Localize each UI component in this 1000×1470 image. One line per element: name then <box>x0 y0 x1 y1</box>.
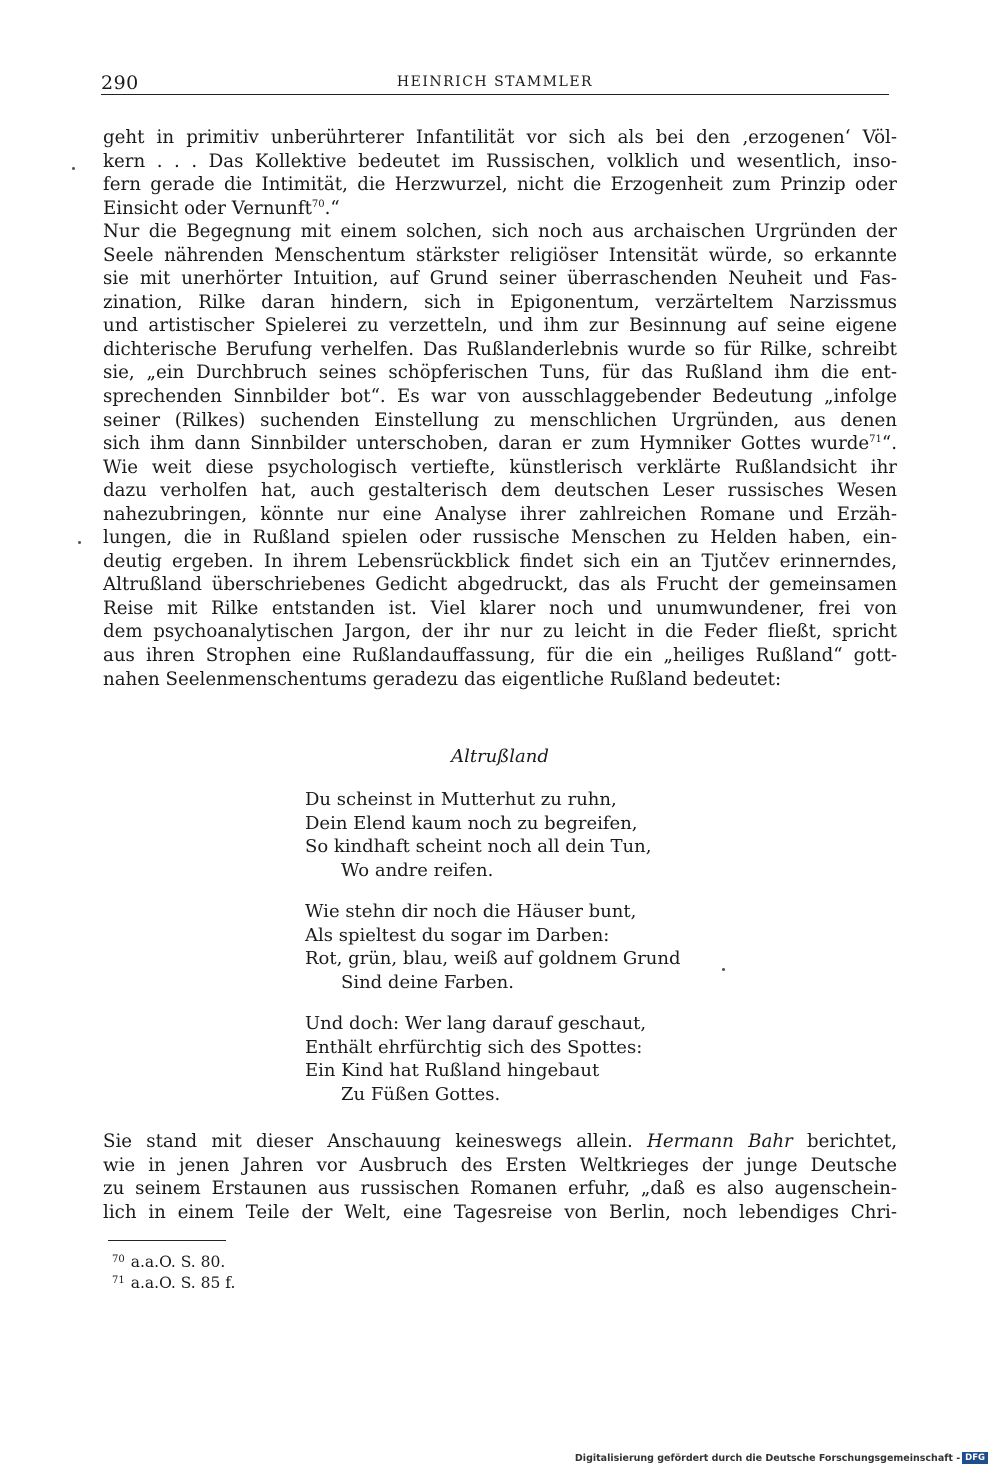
text-line: Altrußland überschriebenes Gedicht abgedruckt, das als Frucht der gemeinsamen <box>103 574 897 596</box>
digitization-note: Digitalisierung gefördert durch die Deutsche Forschungsgemeinschaft - DFG <box>575 1452 988 1464</box>
text-line: Wie weit diese psychologisch vertiefte, künstlerisch verklärte Rußlandsicht ihr <box>103 456 897 478</box>
scan-speck <box>78 541 81 544</box>
poem-stanza <box>305 1012 646 1106</box>
text-line: nahezubringen, könnte nur eine Analyse ihrer zahlreichen Romane und Erzäh- <box>103 503 897 525</box>
poem-stanza <box>305 788 651 882</box>
text-line: wie in jenen Jahren vor Ausbruch des Ersten Weltkrieges der junge Deutsche <box>103 1154 897 1176</box>
text-line: Reise mit Rilke entstanden ist. Viel klarer noch und unumwundener, frei von <box>103 597 897 619</box>
text-line: und artistischer Spielerei zu verzetteln, und ihm zur Besinnung auf seine eigene <box>103 315 897 337</box>
text-line: Seele nährenden Menschentum stärkster religiöser Intensität würde, so erkannte <box>103 244 897 266</box>
text-line: Nur die Begegnung mit einem solchen, sich noch aus archaischen Urgründen der <box>103 221 897 243</box>
text-line: lich in einem Teile der Welt, eine Tagesreise von Berlin, noch lebendiges Chri- <box>103 1201 897 1223</box>
text-line: sie, „ein Durchbruch seines schöpferischen Tuns, für das Rußland ihm die ent- <box>103 362 897 384</box>
poem-stanza <box>305 900 681 994</box>
text-line: dichterische Berufung verhelfen. Das Rußlanderlebnis wurde so für Rilke, schreibt <box>103 338 897 360</box>
scan-speck <box>722 968 725 971</box>
page-number: 290 <box>101 72 139 94</box>
text-line: dazu verholfen hat, auch gestalterisch dem deutschen Leser russisches Wesen <box>103 480 897 502</box>
poem-line: Du scheinst in Mutterhut zu ruhn, <box>305 789 617 810</box>
text-line: sprechenden Sinnbilder bot“. Es war von ausschlaggebender Bedeutung „infolge <box>103 386 897 408</box>
text-line: seiner (Rilkes) suchenden Einstellung zu menschlichen Urgründen, aus denen <box>103 409 897 431</box>
text-line: Sie stand mit dieser Anschauung keineswegs allein. Hermann Bahr berichtet, <box>103 1131 897 1152</box>
footnote-ref-70: 70 <box>311 198 325 210</box>
text-line: dem psychoanalytischen Jargon, der ihr nur zu leicht in die Feder fließt, spricht <box>103 621 897 643</box>
running-title: HEINRICH STAMMLER <box>396 74 594 90</box>
text-line: deutig ergeben. In ihrem Lebensrückblick findet sich ein an Tjutčev erinnerndes, <box>103 550 897 572</box>
footnotes <box>112 1252 235 1294</box>
person-name: Hermann Bahr <box>647 1131 793 1152</box>
poem-line: So kindhaft scheint noch all dein Tun, <box>305 836 652 857</box>
poem-line: Als spieltest du sogar im Darben: <box>305 924 610 946</box>
header-rule <box>101 94 889 95</box>
text-line: aus ihren Strophen eine Rußlandauffassung, für die ein „heiliges Rußland“ gott- <box>103 645 897 667</box>
text-line: zu seinem Erstaunen aus russischen Romanen erfuhr, „daß es also augenschein- <box>103 1178 897 1200</box>
text-line: kern . . . Das Kollektive bedeutet im Russischen, volklich und wesentlich, inso- <box>103 150 897 172</box>
dfg-logo: DFG <box>962 1452 988 1464</box>
text-line: sie mit unerhörter Intuition, auf Grund seiner überraschenden Neuheit und Fas- <box>103 268 897 290</box>
page-header <box>101 70 889 94</box>
main-text <box>103 126 897 691</box>
text-line: zination, Rilke daran hindern, sich in Epigonentum, verzärteltem Narzissmus <box>103 291 897 313</box>
text-line: sich ihm dann Sinnbilder unterschoben, daran er zum Hymniker Gottes wurde$^{71}$“. <box>103 433 897 455</box>
poem-line: Wie stehn dir noch die Häuser bunt, <box>305 901 637 922</box>
poem-line: Dein Elend kaum noch zu begreifen, <box>305 812 638 834</box>
text-line: Einsicht oder Vernunft$^{70}$.“ <box>103 197 340 219</box>
poem-line: Ein Kind hat Rußland hingebaut <box>305 1060 600 1081</box>
poem-line: Enthält ehrfürchtig sich des Spottes: <box>305 1036 643 1058</box>
text-line: lungen, die in Rußland spielen oder russische Menschen zu Helden haben, ein- <box>103 527 897 549</box>
text-line: geht in primitiv unberührterer Infantilität vor sich als bei den ‚erzogenen‘ Völ- <box>103 127 897 148</box>
poem-line: Zu Füßen Gottes. <box>341 1083 501 1105</box>
footnote-ref-71: 71 <box>869 434 882 446</box>
text-line: fern gerade die Intimität, die Herzwurzel, nicht die Erzogenheit zum Prinzip oder <box>103 174 897 196</box>
poem-line: Rot, grün, blau, weiß auf goldnem Grund <box>305 948 681 969</box>
poem-title: Altrußland <box>451 746 549 767</box>
footnote-rule <box>108 1240 226 1241</box>
poem-line: Wo andre reifen. <box>341 859 494 881</box>
text-line: nahen Seelenmenschentums geradezu das eigentliche Rußland bedeutet: <box>103 668 782 690</box>
footnote-71: $^{71}$ a.a.O. S. 85 f. <box>112 1274 236 1292</box>
footnote-70: $^{70}$ a.a.O. S. 80. <box>112 1253 226 1271</box>
scan-speck <box>72 167 75 170</box>
poem-line: Sind deine Farben. <box>341 971 514 993</box>
continuation-text <box>103 1130 897 1224</box>
poem-line: Und doch: Wer lang darauf geschaut, <box>305 1013 647 1034</box>
